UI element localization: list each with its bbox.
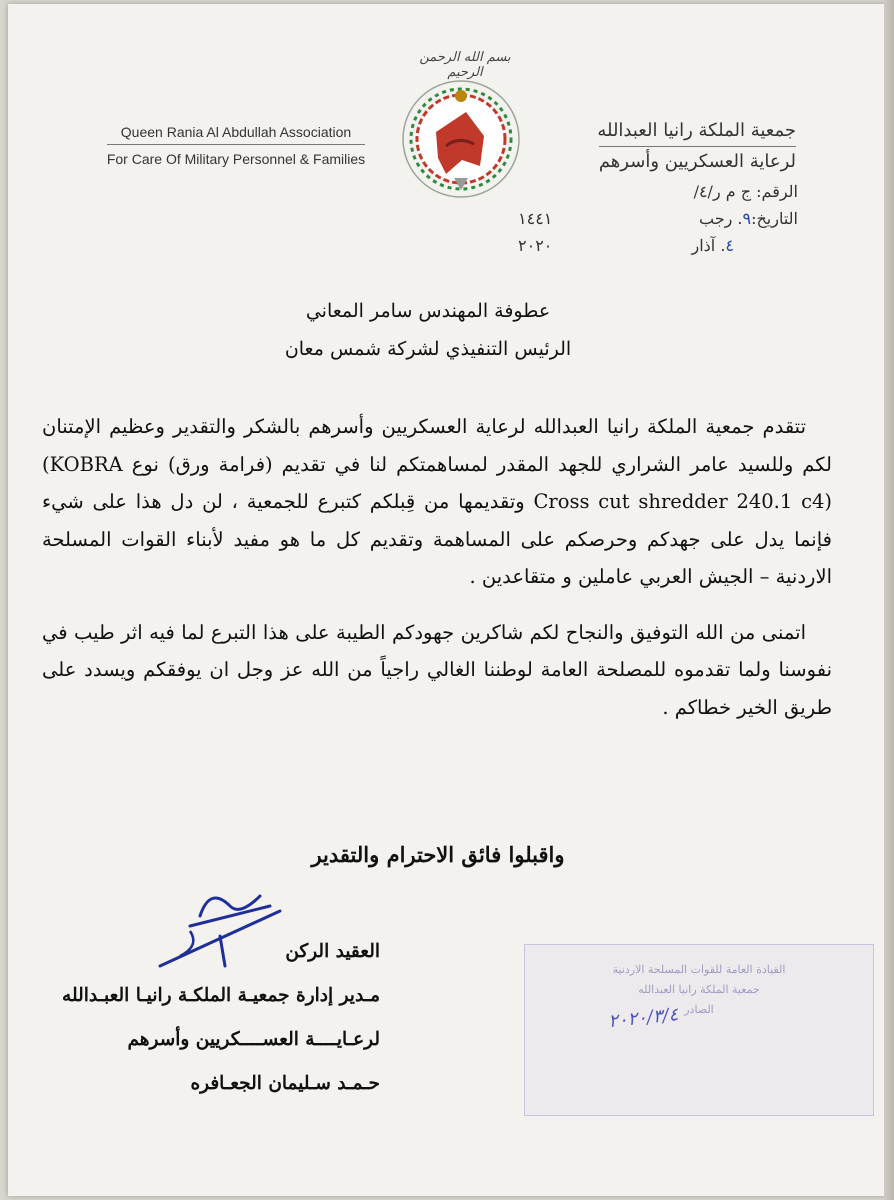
closing-line: واقبلوا فائق الاحترام والتقدير bbox=[311, 842, 565, 867]
hijri-month: . رجب bbox=[698, 209, 743, 228]
arabic-org-name-line2: لرعاية العسكريين وأسرهم bbox=[599, 146, 796, 177]
product-name: (KOBRA Cross cut shredder 240.1 c4) bbox=[42, 452, 833, 513]
addressee bbox=[268, 292, 588, 368]
arabic-org-name-line1: جمعية الملكة رانيا العبدالله bbox=[597, 120, 796, 141]
letter-body bbox=[42, 408, 832, 744]
body-paragraph-2: اتمنى من الله التوفيق والنجاح لكم شاكرين جهودكم الطيبة على هذا التبرع لما فيه اثر طيب في نفوسنا ولما تقدموه للمصلحة العامة لوطننا الغالي راجياً من الله عز وجل ان يوفقكم ويسدد على طريق الخير خطاكم . bbox=[42, 620, 832, 719]
body-paragraph-1-part2: وتقديمها من قِبلكم كتبرع للجمعية ، لن دل هذا على شيء فإنما يدل على جهدكم وحرصكم على المساهمة وتقديم كل ما هو مفيد لأبناء القوات المسلحة الاردنية – الجيش العربي عاملين و متقاعدين . bbox=[42, 490, 832, 588]
hijri-year: ١٤٤١ bbox=[518, 209, 553, 228]
addressee-name: عطوفة المهندس سامر المعاني bbox=[305, 300, 551, 322]
date-label: التاريخ: bbox=[751, 209, 798, 228]
received-stamp bbox=[524, 944, 874, 1116]
page-edge bbox=[884, 0, 894, 1200]
body-paragraph-1 bbox=[42, 408, 832, 596]
stamp-line3: الصادر bbox=[684, 1003, 714, 1016]
stamp-line1: القيادة العامة للقوات المسلحة الاردنية bbox=[612, 963, 786, 976]
signature-block bbox=[20, 930, 380, 1106]
hijri-day: ٩ bbox=[742, 209, 752, 228]
association-logo-icon bbox=[396, 74, 526, 204]
english-org-name-line1: Queen Rania Al Abdullah Association bbox=[120, 124, 352, 140]
letter-page bbox=[8, 4, 888, 1196]
signatory-title-line1: مـدير إدارة جمعيـة الملكـة رانيـا العبـدالله bbox=[62, 985, 380, 1006]
english-org-name bbox=[96, 120, 376, 171]
signatory-rank: العقيد الركن bbox=[285, 941, 380, 962]
body-paragraph-1-part1: تتقدم جمعية الملكة رانيا العبدالله لرعاية العسكريين وأسرهم بالشكر والتقدير وعظيم الإمتنان لكم وللسيد عامر الشراري للجهد المقدر لمساهمتكم لنا في تقديم (فرامة ورق) نوع bbox=[42, 415, 832, 476]
gregorian-year: ٢٠٢٠ bbox=[518, 236, 553, 255]
reference-and-date bbox=[518, 178, 798, 259]
stamp-handwritten-date: ٢٠٢٠/٣/٤ bbox=[607, 1004, 680, 1033]
signatory-name: حـمـد سـليمان الجعـافره bbox=[190, 1073, 380, 1094]
gregorian-day: ٤ bbox=[725, 236, 734, 255]
addressee-title: الرئيس التنفيذي لشركة شمس معان bbox=[284, 338, 572, 360]
english-org-name-line2: For Care Of Military Personnel & Families bbox=[107, 144, 365, 171]
stamp-line2: جمعية الملكة رانيا العبدالله bbox=[638, 983, 760, 996]
basmala: بسم الله الرحمن الرحيم bbox=[419, 50, 511, 80]
reference-number: الرقم: ج م ر/٤/ bbox=[693, 182, 798, 201]
arabic-org-name bbox=[556, 116, 796, 177]
gregorian-month: . آذار bbox=[691, 236, 726, 255]
signatory-title-line2: لرعـايــــة العســــكريين وأسرهم bbox=[127, 1029, 380, 1050]
